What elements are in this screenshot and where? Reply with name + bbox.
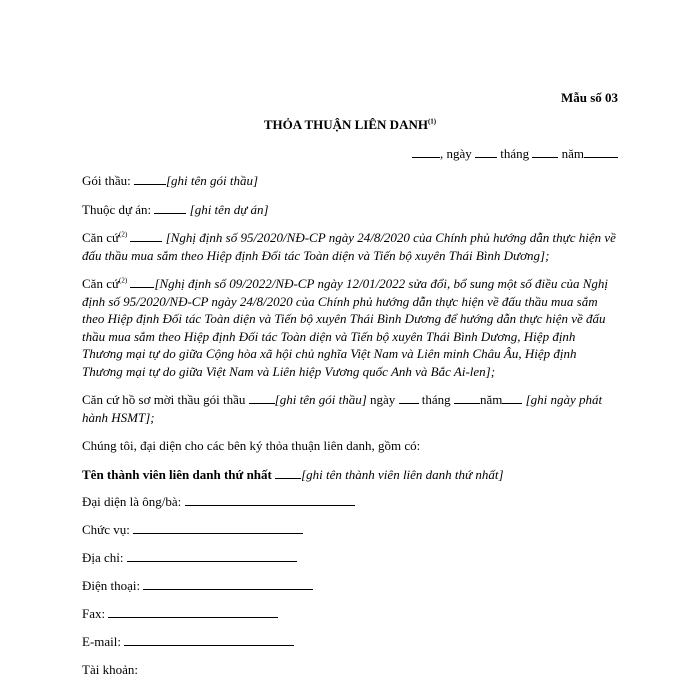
basis-paragraph-3 [82,391,618,426]
basis3-month-label: tháng [421,392,451,407]
month-blank [532,146,558,158]
package-hint: [ghi tên gói thầu] [166,173,259,188]
title-text: THỎA THUẬN LIÊN DANH [263,117,428,132]
project-blank [154,202,186,214]
account-field [82,662,618,678]
year-blank [584,146,618,158]
position-label: Chức vụ: [82,522,130,537]
title-footnote-ref: (1) [427,117,437,126]
position-field [82,522,618,538]
member1-hint: [ghi tên thành viên liên danh thứ nhất] [301,466,504,482]
representative-field [82,494,618,510]
position-blank [133,522,303,534]
basis2-text: [Nghị định số 09/2022/NĐ-CP ngày 12/01/2022 sửa đổi, bổ sung một số điều của Nghị định số 95/2020/NĐ-CP ngày 24/8/2020 của Chính phủ hướng dẫn thực hiện về đấu thầu mua sắm theo Hiệp định Đối tác Toàn diện và Tiến bộ xuyên Thái Bình Dương để hướng dẫn thực hiện về đấu thầu mua sắm theo Hiệp định Đối tác Toàn diện và Tiến bộ xuyên Thái Bình Dương, Hiệp định Thương mại tự do giữa Cộng hòa xã hội chủ nghĩa Việt Nam và Liên minh Châu Âu, Hiệp định Thương mại tự do giữa Việt Nam và Liên hiệp Vương quốc Anh và Bắc Ai-len]; [82,276,608,379]
basis1-label: Căn cứ [82,230,120,245]
package-label: Gói thầu: [82,173,131,188]
email-field [82,634,618,650]
package-blank [134,173,166,185]
address-field [82,550,618,566]
basis1-footnote-ref: (2) [119,230,128,239]
representative-blank [185,494,355,506]
account-label: Tài khoản: [82,662,138,677]
date-month-label: tháng [500,146,530,161]
email-blank [124,634,294,646]
phone-blank [143,578,313,590]
day-blank [475,146,497,158]
basis3-day-blank [399,392,419,404]
place-blank [412,146,440,158]
member1-label: Tên thành viên liên danh thứ nhất [82,466,272,482]
package-line [82,172,618,190]
representative-label: Đại diện là ông/bà: [82,494,182,509]
phone-field [82,578,618,594]
basis2-footnote-ref: (2) [119,276,128,285]
basis3-year-blank [502,392,522,404]
fax-blank [108,606,278,618]
basis3-year-label: năm [479,392,503,407]
document-body [82,172,618,690]
project-label: Thuộc dự án: [82,201,152,217]
basis-paragraph-2 [82,275,618,380]
form-number: Mẫu số 03 [560,90,618,105]
basis2-label: Căn cứ [82,276,120,291]
project-line [82,201,618,219]
email-label: E-mail: [82,634,121,649]
document-title [0,117,700,133]
basis3-month-blank [454,392,480,404]
date-year-label: năm [561,146,584,161]
basis-paragraph-1 [82,229,618,264]
basis1-blank [130,230,162,242]
date-day-label: , ngày [439,146,472,161]
basis3-date-hint: [ghi ngày phát hành HSMT]; [82,392,603,425]
basis3-label: Căn cứ hồ sơ mời thầu gói thầu [82,392,246,407]
phone-label: Điện thoại: [82,578,141,593]
basis3-package-hint: [ghi tên gói thầu] [274,392,367,407]
intro-paragraph: Chúng tôi, đại diện cho các bên ký thỏa thuận liên danh, gồm có: [82,438,421,453]
fax-field [82,606,618,622]
address-blank [127,550,297,562]
basis2-blank [130,276,154,288]
project-hint: [ghi tên dự án] [189,201,269,217]
fax-label: Fax: [82,606,106,621]
member1-line [82,466,618,484]
basis1-text: [Nghị định số 95/2020/NĐ-CP ngày 24/8/2020 của Chính phủ hướng dẫn thực hiện về đấu thầu mua sắm theo Hiệp định Đối tác Toàn diện và Tiến bộ xuyên Thái Bình Dương]; [82,230,616,263]
basis3-package-blank [249,392,275,404]
date-line [412,146,618,162]
member1-blank [275,467,301,479]
basis3-day-label: ngày [370,392,396,407]
address-label: Địa chỉ: [82,550,124,565]
